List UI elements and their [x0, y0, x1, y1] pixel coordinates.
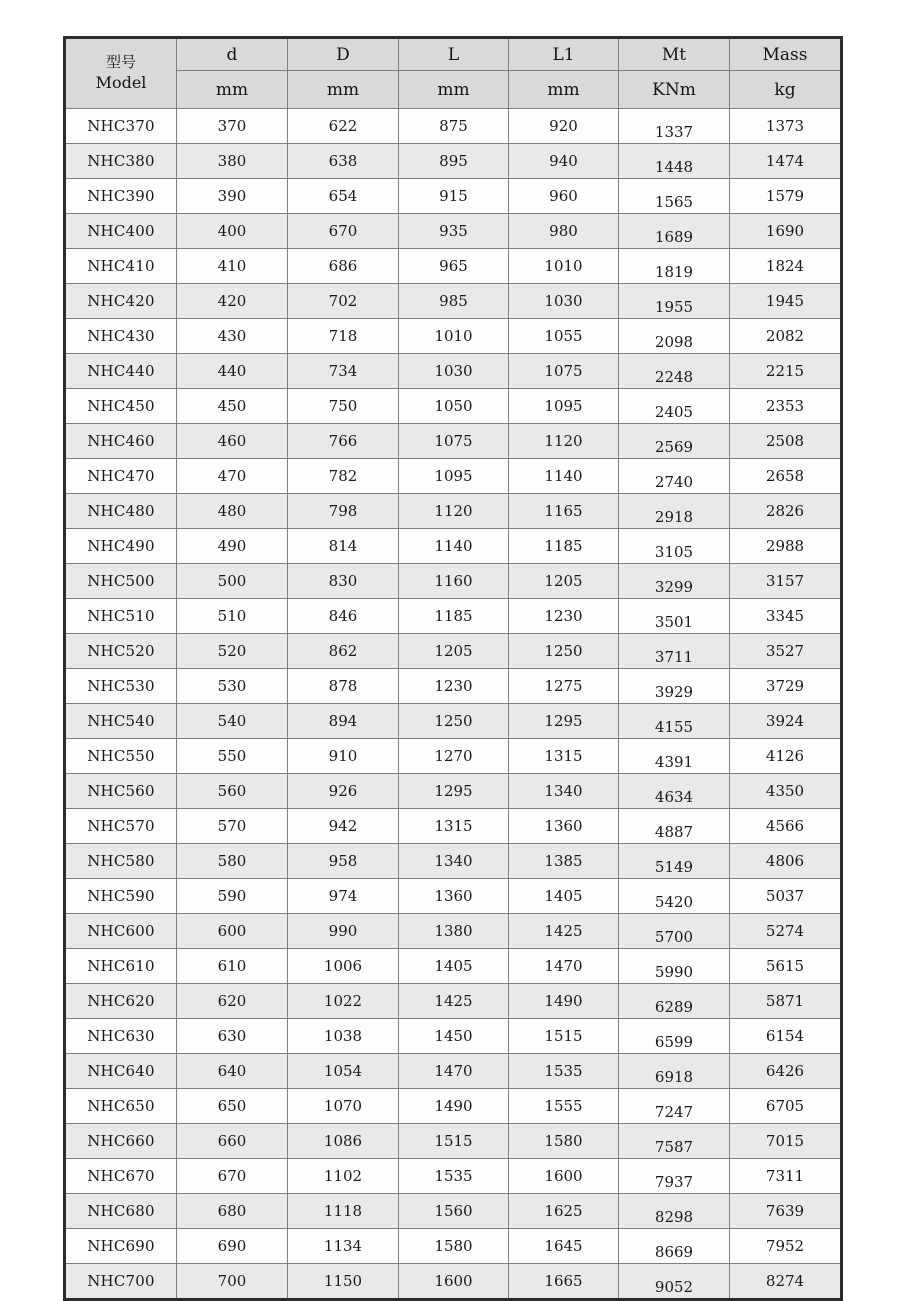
model-cell: NHC620 — [65, 984, 177, 1019]
table-row — [65, 389, 842, 424]
table-row — [65, 1194, 842, 1229]
value-cell: 4391 — [619, 739, 730, 774]
value-cell: 5420 — [619, 879, 730, 914]
col-header-Mt: Mt — [619, 38, 730, 71]
table-row — [65, 879, 842, 914]
model-cell: NHC600 — [65, 914, 177, 949]
value-cell: 3105 — [619, 529, 730, 564]
value-cell: 620 — [177, 984, 288, 1019]
table-row — [65, 144, 842, 179]
value-cell: 490 — [177, 529, 288, 564]
value-cell: 1140 — [509, 459, 619, 494]
model-cell: NHC610 — [65, 949, 177, 984]
value-cell: 600 — [177, 914, 288, 949]
value-cell: 654 — [288, 179, 399, 214]
model-cell: NHC700 — [65, 1264, 177, 1300]
value-cell: 430 — [177, 319, 288, 354]
value-cell: 1490 — [509, 984, 619, 1019]
table-row — [65, 1159, 842, 1194]
value-cell: 4634 — [619, 774, 730, 809]
model-cell: NHC450 — [65, 389, 177, 424]
value-cell: 1010 — [399, 319, 509, 354]
value-cell: 1038 — [288, 1019, 399, 1054]
table-row — [65, 984, 842, 1019]
value-cell: 6599 — [619, 1019, 730, 1054]
value-cell: 1470 — [509, 949, 619, 984]
value-cell: 926 — [288, 774, 399, 809]
value-cell: 4126 — [730, 739, 842, 774]
model-cell: NHC680 — [65, 1194, 177, 1229]
value-cell: 638 — [288, 144, 399, 179]
value-cell: 7639 — [730, 1194, 842, 1229]
value-cell: 1315 — [509, 739, 619, 774]
value-cell: 1140 — [399, 529, 509, 564]
value-cell: 1160 — [399, 564, 509, 599]
value-cell: 1086 — [288, 1124, 399, 1159]
value-cell: 1450 — [399, 1019, 509, 1054]
model-cell: NHC590 — [65, 879, 177, 914]
value-cell: 6705 — [730, 1089, 842, 1124]
model-cell: NHC640 — [65, 1054, 177, 1089]
table-row — [65, 599, 842, 634]
value-cell: 1580 — [399, 1229, 509, 1264]
value-cell: 1030 — [509, 284, 619, 319]
value-cell: 5990 — [619, 949, 730, 984]
value-cell: 1474 — [730, 144, 842, 179]
model-cell: NHC560 — [65, 774, 177, 809]
value-cell: 1075 — [399, 424, 509, 459]
value-cell: 1250 — [509, 634, 619, 669]
value-cell: 782 — [288, 459, 399, 494]
value-cell: 590 — [177, 879, 288, 914]
value-cell: 470 — [177, 459, 288, 494]
value-cell: 2082 — [730, 319, 842, 354]
value-cell: 1470 — [399, 1054, 509, 1089]
value-cell: 3157 — [730, 564, 842, 599]
value-cell: 7952 — [730, 1229, 842, 1264]
model-cell: NHC500 — [65, 564, 177, 599]
value-cell: 1205 — [509, 564, 619, 599]
model-cell: NHC650 — [65, 1089, 177, 1124]
value-cell: 5037 — [730, 879, 842, 914]
value-cell: 1405 — [509, 879, 619, 914]
unit-L: mm — [399, 71, 509, 109]
table-row — [65, 634, 842, 669]
value-cell: 1690 — [730, 214, 842, 249]
value-cell: 1165 — [509, 494, 619, 529]
value-cell: 6426 — [730, 1054, 842, 1089]
value-cell: 960 — [509, 179, 619, 214]
value-cell: 460 — [177, 424, 288, 459]
model-cell: NHC390 — [65, 179, 177, 214]
table-row — [65, 459, 842, 494]
value-cell: 510 — [177, 599, 288, 634]
value-cell: 4806 — [730, 844, 842, 879]
model-cell: NHC430 — [65, 319, 177, 354]
value-cell: 910 — [288, 739, 399, 774]
value-cell: 2569 — [619, 424, 730, 459]
value-cell: 1360 — [509, 809, 619, 844]
value-cell: 915 — [399, 179, 509, 214]
table-row — [65, 1019, 842, 1054]
value-cell: 1118 — [288, 1194, 399, 1229]
model-cell: NHC550 — [65, 739, 177, 774]
model-cell: NHC660 — [65, 1124, 177, 1159]
value-cell: 1340 — [509, 774, 619, 809]
value-cell: 640 — [177, 1054, 288, 1089]
value-cell: 1185 — [399, 599, 509, 634]
table-row — [65, 529, 842, 564]
value-cell: 1385 — [509, 844, 619, 879]
value-cell: 895 — [399, 144, 509, 179]
value-cell: 8274 — [730, 1264, 842, 1300]
value-cell: 830 — [288, 564, 399, 599]
value-cell: 670 — [288, 214, 399, 249]
col-header-L1: L1 — [509, 38, 619, 71]
value-cell: 1134 — [288, 1229, 399, 1264]
value-cell: 940 — [509, 144, 619, 179]
value-cell: 1380 — [399, 914, 509, 949]
value-cell: 1270 — [399, 739, 509, 774]
table-row — [65, 319, 842, 354]
value-cell: 1515 — [399, 1124, 509, 1159]
table-row — [65, 669, 842, 704]
model-cell: NHC510 — [65, 599, 177, 634]
value-cell: 1185 — [509, 529, 619, 564]
value-cell: 1295 — [509, 704, 619, 739]
value-cell: 4155 — [619, 704, 730, 739]
value-cell: 5274 — [730, 914, 842, 949]
value-cell: 5871 — [730, 984, 842, 1019]
value-cell: 690 — [177, 1229, 288, 1264]
value-cell: 1075 — [509, 354, 619, 389]
model-header-cell — [65, 38, 177, 109]
value-cell: 2098 — [619, 319, 730, 354]
value-cell: 3711 — [619, 634, 730, 669]
value-cell: 1050 — [399, 389, 509, 424]
value-cell: 4350 — [730, 774, 842, 809]
value-cell: 935 — [399, 214, 509, 249]
table-row — [65, 424, 842, 459]
value-cell: 1579 — [730, 179, 842, 214]
value-cell: 1230 — [509, 599, 619, 634]
table-row — [65, 494, 842, 529]
value-cell: 1205 — [399, 634, 509, 669]
value-cell: 1945 — [730, 284, 842, 319]
value-cell: 680 — [177, 1194, 288, 1229]
value-cell: 2405 — [619, 389, 730, 424]
value-cell: 1120 — [399, 494, 509, 529]
table-row — [65, 179, 842, 214]
model-cell: NHC530 — [65, 669, 177, 704]
table-row — [65, 809, 842, 844]
value-cell: 5149 — [619, 844, 730, 879]
value-cell: 1095 — [399, 459, 509, 494]
value-cell: 1102 — [288, 1159, 399, 1194]
model-cell: NHC580 — [65, 844, 177, 879]
value-cell: 540 — [177, 704, 288, 739]
value-cell: 1150 — [288, 1264, 399, 1300]
value-cell: 3501 — [619, 599, 730, 634]
model-cell: NHC690 — [65, 1229, 177, 1264]
table-row — [65, 1089, 842, 1124]
value-cell: 1340 — [399, 844, 509, 879]
model-cell: NHC520 — [65, 634, 177, 669]
value-cell: 2353 — [730, 389, 842, 424]
value-cell: 410 — [177, 249, 288, 284]
unit-d: mm — [177, 71, 288, 109]
value-cell: 370 — [177, 109, 288, 144]
value-cell: 5700 — [619, 914, 730, 949]
value-cell: 1819 — [619, 249, 730, 284]
value-cell: 875 — [399, 109, 509, 144]
value-cell: 390 — [177, 179, 288, 214]
value-cell: 4566 — [730, 809, 842, 844]
value-cell: 530 — [177, 669, 288, 704]
value-cell: 7015 — [730, 1124, 842, 1159]
value-cell: 2508 — [730, 424, 842, 459]
value-cell: 1689 — [619, 214, 730, 249]
unit-D: mm — [288, 71, 399, 109]
model-cell: NHC440 — [65, 354, 177, 389]
value-cell: 2740 — [619, 459, 730, 494]
table-row — [65, 564, 842, 599]
value-cell: 7311 — [730, 1159, 842, 1194]
value-cell: 750 — [288, 389, 399, 424]
value-cell: 1555 — [509, 1089, 619, 1124]
value-cell: 3299 — [619, 564, 730, 599]
table-row — [65, 774, 842, 809]
value-cell: 2988 — [730, 529, 842, 564]
value-cell: 942 — [288, 809, 399, 844]
unit-Mass: kg — [730, 71, 842, 109]
value-cell: 1070 — [288, 1089, 399, 1124]
table-row — [65, 214, 842, 249]
value-cell: 440 — [177, 354, 288, 389]
model-header-en: Model — [95, 72, 147, 92]
value-cell: 622 — [288, 109, 399, 144]
table-row — [65, 109, 842, 144]
value-cell: 1095 — [509, 389, 619, 424]
model-cell: NHC540 — [65, 704, 177, 739]
value-cell: 1373 — [730, 109, 842, 144]
value-cell: 814 — [288, 529, 399, 564]
value-cell: 1006 — [288, 949, 399, 984]
value-cell: 3345 — [730, 599, 842, 634]
value-cell: 1625 — [509, 1194, 619, 1229]
value-cell: 2215 — [730, 354, 842, 389]
value-cell: 1360 — [399, 879, 509, 914]
value-cell: 974 — [288, 879, 399, 914]
model-cell: NHC370 — [65, 109, 177, 144]
value-cell: 9052 — [619, 1264, 730, 1300]
model-cell: NHC570 — [65, 809, 177, 844]
value-cell: 1030 — [399, 354, 509, 389]
model-cell: NHC670 — [65, 1159, 177, 1194]
model-cell: NHC630 — [65, 1019, 177, 1054]
value-cell: 1230 — [399, 669, 509, 704]
value-cell: 1824 — [730, 249, 842, 284]
value-cell: 1250 — [399, 704, 509, 739]
value-cell: 1515 — [509, 1019, 619, 1054]
model-header-zh: 型号 — [105, 53, 136, 72]
unit-L1: mm — [509, 71, 619, 109]
table-row — [65, 704, 842, 739]
value-cell: 1010 — [509, 249, 619, 284]
value-cell: 980 — [509, 214, 619, 249]
value-cell: 1275 — [509, 669, 619, 704]
value-cell: 958 — [288, 844, 399, 879]
value-cell: 990 — [288, 914, 399, 949]
value-cell: 1337 — [619, 109, 730, 144]
value-cell: 1600 — [509, 1159, 619, 1194]
table-row — [65, 249, 842, 284]
value-cell: 1535 — [509, 1054, 619, 1089]
value-cell: 3924 — [730, 704, 842, 739]
nhc-spec-table — [63, 36, 843, 1301]
value-cell: 1565 — [619, 179, 730, 214]
value-cell: 630 — [177, 1019, 288, 1054]
model-cell: NHC410 — [65, 249, 177, 284]
value-cell: 550 — [177, 739, 288, 774]
value-cell: 1425 — [399, 984, 509, 1019]
value-cell: 1560 — [399, 1194, 509, 1229]
value-cell: 1315 — [399, 809, 509, 844]
value-cell: 4887 — [619, 809, 730, 844]
value-cell: 1054 — [288, 1054, 399, 1089]
col-header-D: D — [288, 38, 399, 71]
value-cell: 846 — [288, 599, 399, 634]
value-cell: 570 — [177, 809, 288, 844]
value-cell: 2918 — [619, 494, 730, 529]
value-cell: 1448 — [619, 144, 730, 179]
table-row — [65, 1124, 842, 1159]
value-cell: 670 — [177, 1159, 288, 1194]
header-unit-row — [65, 71, 842, 109]
model-cell: NHC470 — [65, 459, 177, 494]
value-cell: 2826 — [730, 494, 842, 529]
value-cell: 702 — [288, 284, 399, 319]
value-cell: 6918 — [619, 1054, 730, 1089]
table-row — [65, 284, 842, 319]
value-cell: 8669 — [619, 1229, 730, 1264]
value-cell: 894 — [288, 704, 399, 739]
value-cell: 7247 — [619, 1089, 730, 1124]
table-row — [65, 1229, 842, 1264]
table-row — [65, 844, 842, 879]
value-cell: 580 — [177, 844, 288, 879]
value-cell: 1295 — [399, 774, 509, 809]
unit-Mt: KNm — [619, 71, 730, 109]
value-cell: 766 — [288, 424, 399, 459]
value-cell: 500 — [177, 564, 288, 599]
value-cell: 1490 — [399, 1089, 509, 1124]
value-cell: 1022 — [288, 984, 399, 1019]
table-row — [65, 914, 842, 949]
value-cell: 1665 — [509, 1264, 619, 1300]
value-cell: 650 — [177, 1089, 288, 1124]
value-cell: 450 — [177, 389, 288, 424]
value-cell: 878 — [288, 669, 399, 704]
value-cell: 1405 — [399, 949, 509, 984]
value-cell: 7587 — [619, 1124, 730, 1159]
value-cell: 480 — [177, 494, 288, 529]
table-row — [65, 949, 842, 984]
value-cell: 734 — [288, 354, 399, 389]
value-cell: 686 — [288, 249, 399, 284]
col-header-L: L — [399, 38, 509, 71]
col-header-d: d — [177, 38, 288, 71]
value-cell: 610 — [177, 949, 288, 984]
model-cell: NHC480 — [65, 494, 177, 529]
value-cell: 700 — [177, 1264, 288, 1300]
value-cell: 400 — [177, 214, 288, 249]
value-cell: 6289 — [619, 984, 730, 1019]
value-cell: 5615 — [730, 949, 842, 984]
col-header-Mass: Mass — [730, 38, 842, 71]
header-label-row — [65, 38, 842, 71]
value-cell: 560 — [177, 774, 288, 809]
value-cell: 8298 — [619, 1194, 730, 1229]
value-cell: 718 — [288, 319, 399, 354]
value-cell: 1955 — [619, 284, 730, 319]
value-cell: 1120 — [509, 424, 619, 459]
model-cell: NHC460 — [65, 424, 177, 459]
value-cell: 3929 — [619, 669, 730, 704]
value-cell: 380 — [177, 144, 288, 179]
table-row — [65, 1054, 842, 1089]
value-cell: 660 — [177, 1124, 288, 1159]
value-cell: 520 — [177, 634, 288, 669]
value-cell: 862 — [288, 634, 399, 669]
value-cell: 7937 — [619, 1159, 730, 1194]
model-cell: NHC490 — [65, 529, 177, 564]
value-cell: 965 — [399, 249, 509, 284]
value-cell: 3527 — [730, 634, 842, 669]
value-cell: 3729 — [730, 669, 842, 704]
value-cell: 985 — [399, 284, 509, 319]
table-row — [65, 1264, 842, 1300]
model-cell: NHC400 — [65, 214, 177, 249]
model-cell: NHC380 — [65, 144, 177, 179]
value-cell: 1600 — [399, 1264, 509, 1300]
value-cell: 1425 — [509, 914, 619, 949]
value-cell: 1580 — [509, 1124, 619, 1159]
table-row — [65, 739, 842, 774]
table-header — [65, 38, 842, 109]
model-cell: NHC420 — [65, 284, 177, 319]
value-cell: 798 — [288, 494, 399, 529]
value-cell: 2248 — [619, 354, 730, 389]
value-cell: 1645 — [509, 1229, 619, 1264]
value-cell: 420 — [177, 284, 288, 319]
value-cell: 920 — [509, 109, 619, 144]
table-row — [65, 354, 842, 389]
value-cell: 1055 — [509, 319, 619, 354]
value-cell: 2658 — [730, 459, 842, 494]
value-cell: 1535 — [399, 1159, 509, 1194]
table-body — [65, 109, 842, 1300]
value-cell: 6154 — [730, 1019, 842, 1054]
